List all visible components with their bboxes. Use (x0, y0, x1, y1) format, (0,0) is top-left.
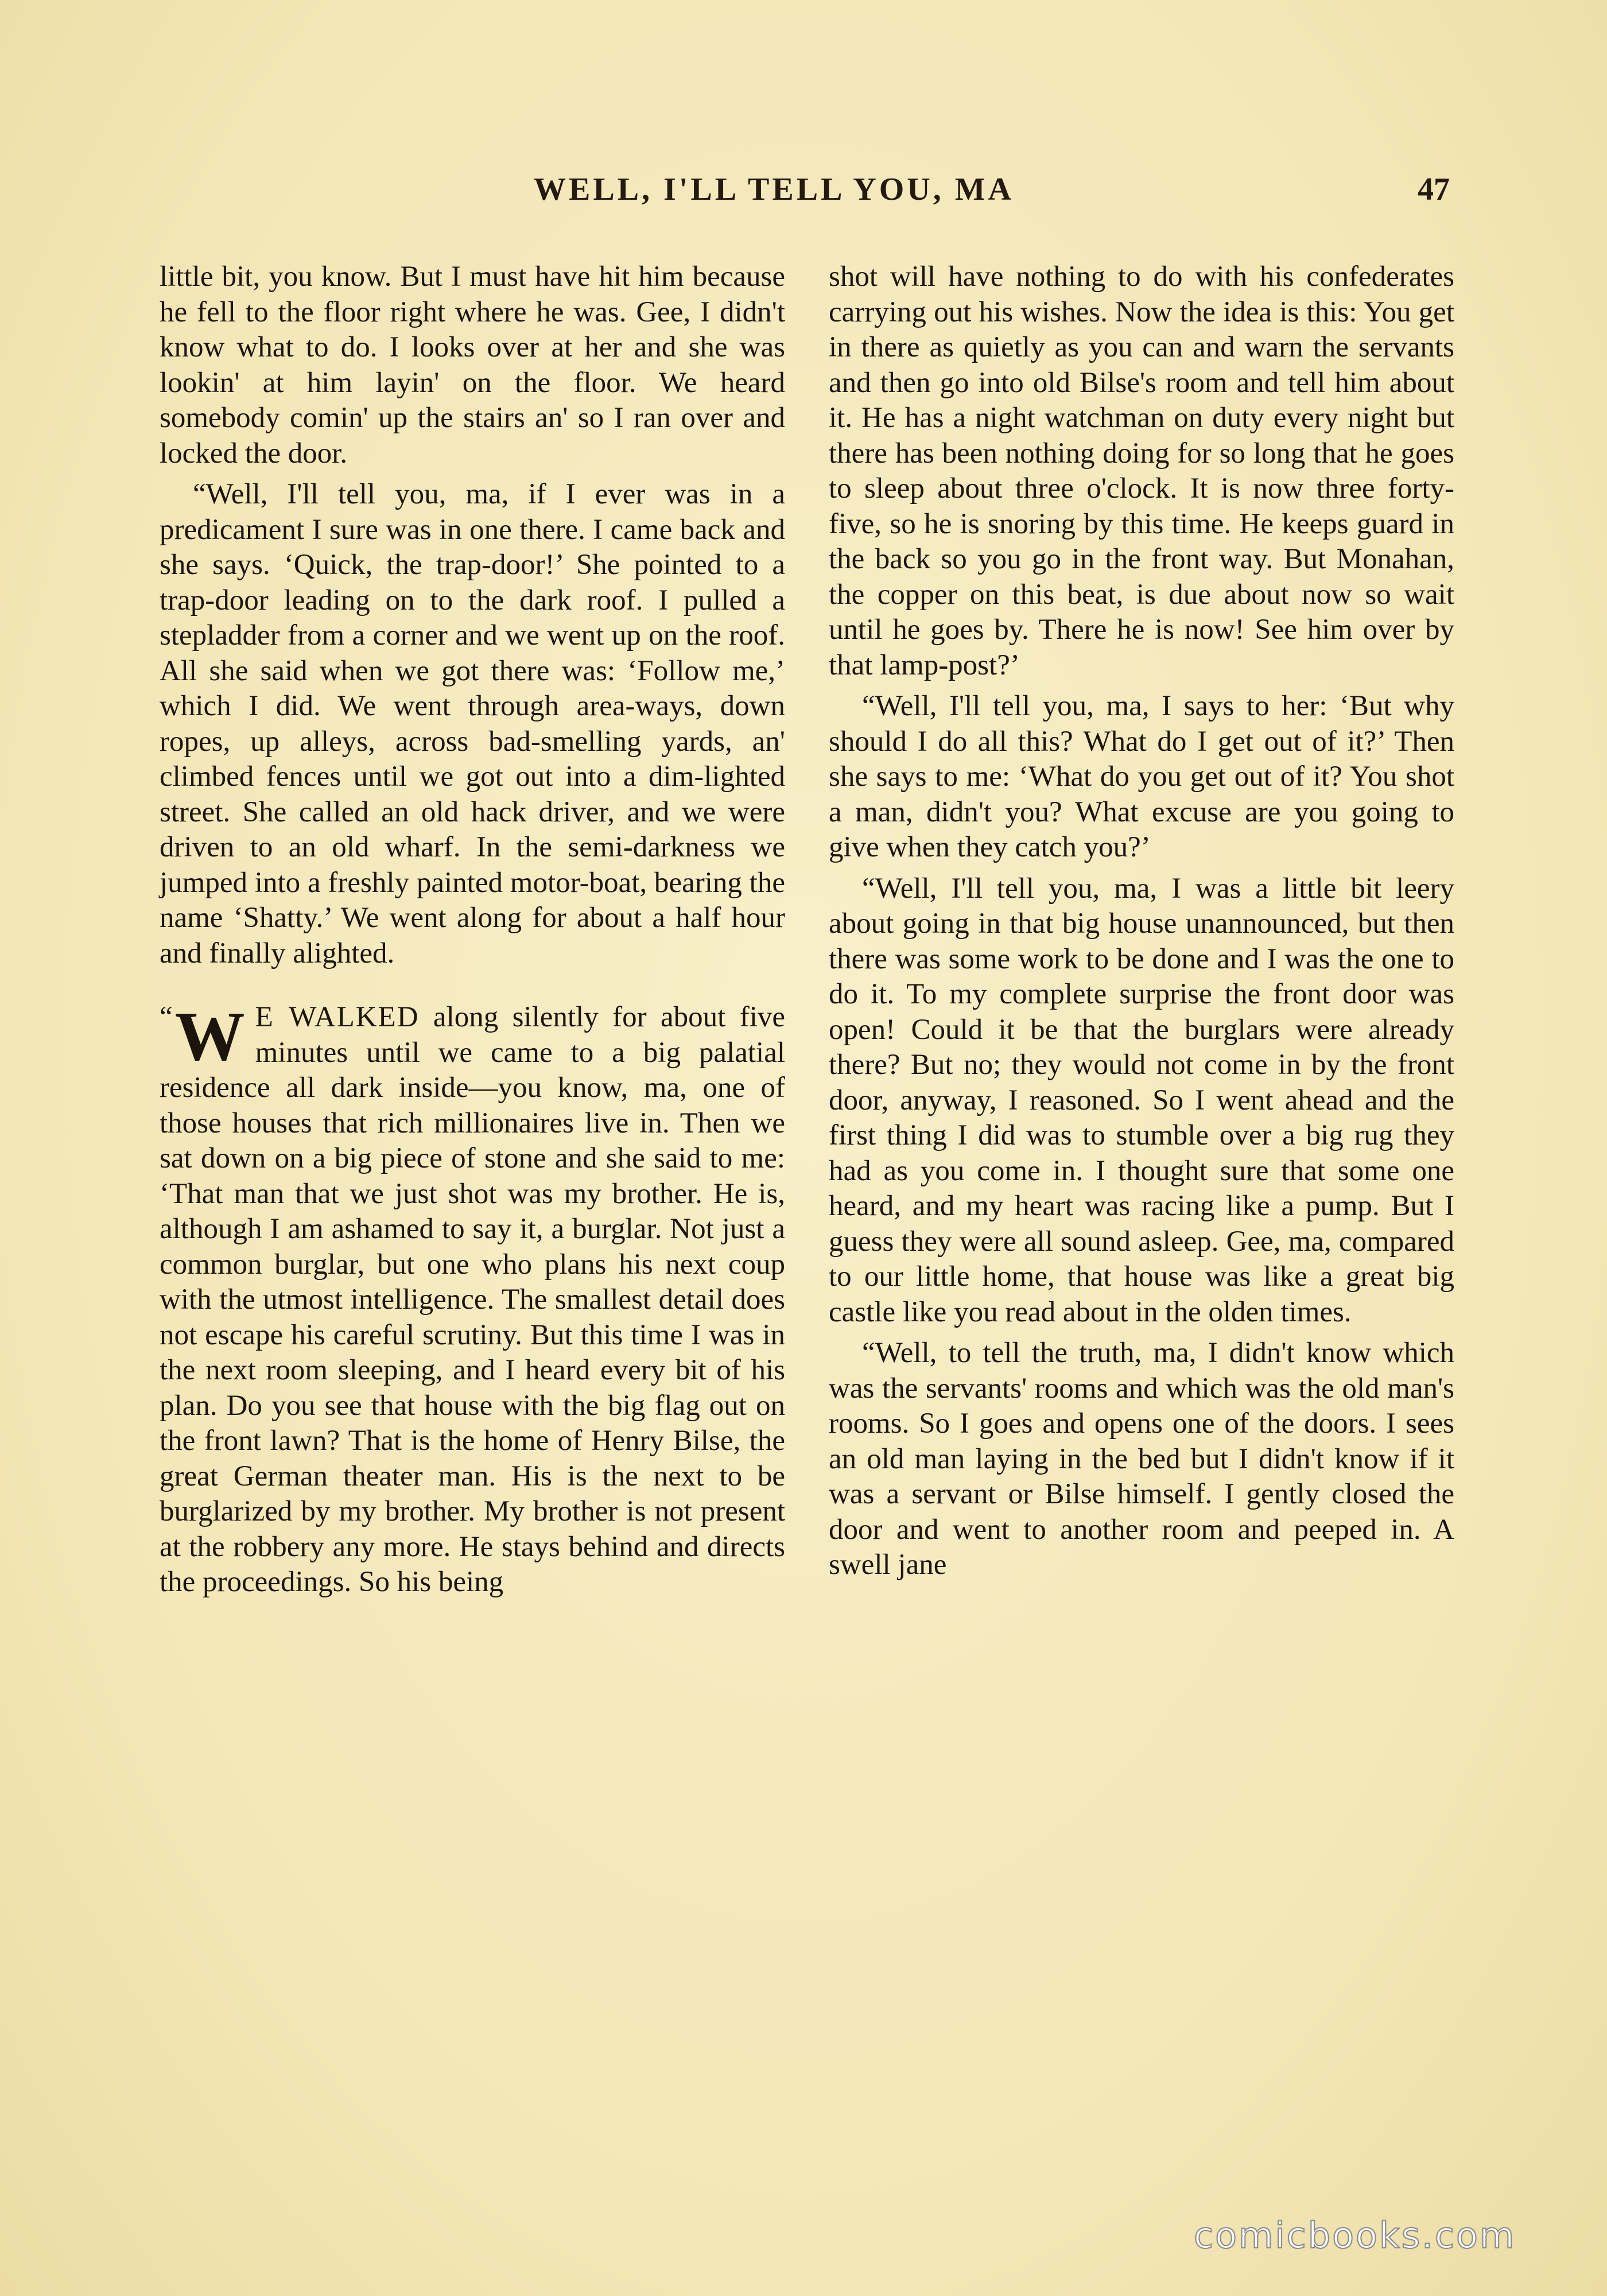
running-title: WELL, I'LL TELL YOU, MA (534, 172, 1014, 207)
paragraph: “Well, to tell the truth, ma, I didn't know which was the servants' rooms and which was the old man's rooms. So I goes and opens one of the doors. I sees an old man laying in the bed but I didn't know if it was a servant or Bilse himself. I gently closed the door and went to another room and peeped in. A swell jane (829, 1337, 1454, 1581)
paragraph-text: along silently for about five minutes until we came to a big palatial residence all dark inside—you know, ma, one of those houses that rich millionaires live in. Then we sat down on a big piece of stone and she said to me: ‘That man that we just shot was my brother. He is, although I am ashamed to say it, a burglar. Not just a common burglar, but one who plans his next coup with the utmost intelligence. The smallest detail does not escape his careful scrutiny. But this time I was in the next room sleeping, and I heard every bit of his plan. Do you see that house with the big flag out on the front lawn? That is the home of Henry Bilse, the great German theater man. His is the next to be burglarized by my brother. My brother is not present at the robbery any more. He stays behind and directs the proceedings. So his being (160, 1001, 786, 1598)
left-column (160, 259, 785, 2154)
dropcap-paragraph (160, 1000, 785, 1600)
paragraph: “Well, I'll tell you, ma, if I ever was in a predicament I sure was in one there. I came back and she says. ‘Quick, the trap-door!’ She pointed to a trap-door leading on to the dark roof. I pulled a stepladder from a corner and we went up on the roof. All she said when we got there was: ‘Follow me,’ which I did. We went through area-ways, down ropes, up alleys, across bad-smelling yards, an' climbed fences until we got out into a dim-lighted street. She called an old hack driver, and we were driven to an old wharf. In the semi-darkness we jumped into a freshly painted motor-boat, bearing the name ‘Shatty.’ We went along for about a half hour and finally alighted. (160, 478, 785, 969)
paragraph: little bit, you know. But I must have hit him because he fell to the floor right where he was. Gee, I didn't know what to do. I looks over at her and she was lookin' at him layin' on the floor. We heard somebody comin' up the stairs an' so I ran over and locked the door. (160, 261, 785, 470)
watermark-logo: comicbooks.com (1194, 2214, 1516, 2256)
page-number: 47 (1418, 172, 1450, 207)
opening-quote: “ (160, 1001, 173, 1033)
section-break (160, 971, 785, 1000)
paragraph: shot will have nothing to do with his confederates carrying out his wishes. Now the idea is this: You get in there as quietly as you can and warn the servants and then go into old Bilse's room and tell him about it. He has a night watchman on duty every night but there has been nothing doing for so long that he goes to sleep about three o'clock. It is now three forty-five, so he is snoring by this time. He keeps guard in the back so you go in the front way. But Monahan, the copper on this beat, is due about now so wait until he goes by. There he is now! See him over by that lamp-post?’ (829, 261, 1454, 681)
paragraph: “Well, I'll tell you, ma, I was a little bit leery about going in that big house unannounced, but then there was some work to be done and I was the one to do it. To my complete surprise the front door was open! Could it be that the burglars were already there? But no; they would not come in by the front door, anyway, I reasoned. So I went ahead and the first thing I did was to stumble over a big rug they had as you come in. I thought sure that some one heard, and my heart was racing like a pump. But I guess they were all sound asleep. Gee, ma, compared to our little home, that house was like a great big castle like you read about in the olden times. (829, 872, 1454, 1328)
paragraph: “Well, I'll tell you, ma, I says to her: ‘But why should I do all this? What do I get out of it?’ Then she says to me: ‘What do you get out of it? You shot a man, didn't you? What excuse are you going to give when they catch you?’ (829, 690, 1454, 863)
page-header (0, 171, 1607, 217)
right-column (829, 259, 1454, 2154)
small-caps-lead: E WALKED (255, 1001, 420, 1033)
drop-cap-letter: W (174, 998, 245, 1075)
